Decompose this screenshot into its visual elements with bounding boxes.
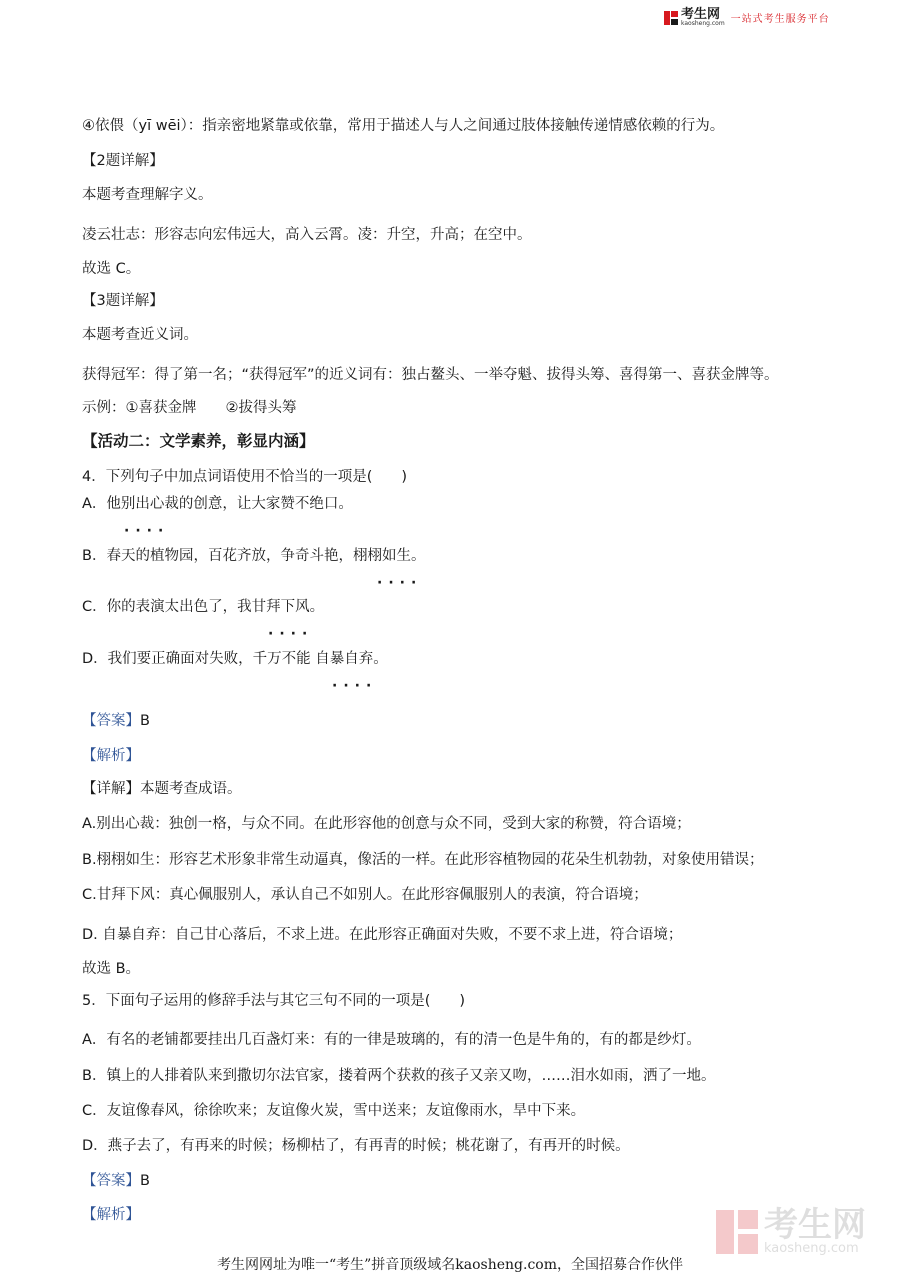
body-text: A.别出心裁：独创一格，与众不同。在此形容他的创意与众不同，受到大家的称赞，符合语境； [82, 816, 691, 832]
question-4: 4．下列句子中加点词语使用不恰当的一项是( ) [82, 469, 408, 485]
answer-line [82, 1171, 150, 1191]
emphasis-dots: ···· [332, 678, 378, 694]
watermark-domain: kaosheng.com [764, 1241, 859, 1256]
watermark-logo [716, 1205, 866, 1256]
body-text: 【详解】本题考查成语。 [82, 781, 242, 797]
option-c: C．你的表演太出色了，我甘拜下风。 [82, 599, 325, 615]
watermark-name: 考生网 [764, 1205, 866, 1245]
option-b: B．镇上的人排着队来到撒切尔法官家，搂着两个获救的孩子又亲又吻，……泪水如雨，洒了一地。 [82, 1068, 716, 1084]
emphasis-dots: ···· [377, 575, 423, 591]
body-text: 获得冠军：得了第一名；“获得冠军”的近义词有：独占鳌头、一举夺魁、拔得头筹、喜得第一、喜获金牌等。 [82, 367, 779, 383]
definition-line: ④依偎（yī wēi）：指亲密地紧靠或依靠，常用于描述人与人之间通过肢体接触传递情感依赖的行为。 [82, 118, 725, 134]
answer-label: 【答案】 [82, 713, 140, 729]
body-text: 示例：①喜获金牌 ②拔得头筹 [82, 400, 297, 416]
body-text: B.栩栩如生：形容艺术形象非常生动逼真，像活的一样。在此形容植物园的花朵生机勃勃，对象使用错误； [82, 852, 764, 868]
body-text: 故选 C。 [82, 261, 141, 277]
question-5: 5．下面句子运用的修辞手法与其它三句不同的一项是( ) [82, 993, 466, 1009]
body-text: 本题考查理解字义。 [82, 187, 213, 203]
option-c: C．友谊像春风，徐徐吹来；友谊像火炭，雪中送来；友谊像雨水，旱中下来。 [82, 1103, 586, 1119]
analysis-label: 【解析】 [82, 748, 140, 764]
logo-slogan: 一站式考生服务平台 [730, 14, 830, 25]
emphasis-dots: ···· [268, 626, 314, 642]
kaosheng-watermark-icon [716, 1210, 758, 1254]
option-b: B．春天的植物园，百花齐放，争奇斗艳，栩栩如生。 [82, 548, 426, 564]
footer-text: 考生网网址为唯一“考生”拼音顶级域名kaosheng.com，全国招募合作伙伴 [216, 1257, 684, 1273]
body-text: 本题考查近义词。 [82, 327, 198, 343]
logo-name: 考生网 [681, 7, 721, 22]
option-d: D．燕子去了，有再来的时候；杨柳枯了，有再青的时候；桃花谢了，有再开的时候。 [82, 1138, 630, 1154]
kaosheng-logo-icon [664, 11, 678, 25]
header-logo[interactable] [664, 8, 830, 27]
option-a: A．他别出心裁的创意，让大家赞不绝口。 [82, 496, 353, 512]
body-text: C.甘拜下风：真心佩服别人，承认自己不如别人。在此形容佩服别人的表演，符合语境； [82, 887, 648, 903]
logo-domain: kaosheng.com [681, 20, 725, 27]
answer-label: 【答案】 [82, 1173, 140, 1189]
body-text: 凌云壮志：形容志向宏伟远大，高入云霄。凌：升空，升高；在空中。 [82, 227, 532, 243]
analysis-label: 【解析】 [82, 1207, 140, 1223]
option-a: A．有名的老铺都要挂出几百盏灯来：有的一律是玻璃的，有的清一色是牛角的，有的都是纱灯。 [82, 1032, 701, 1048]
body-text: 故选 B。 [82, 961, 141, 977]
body-text: D. 自暴自弃：自己甘心落后，不求上进。在此形容正确面对失败，不要不求上进，符合语境； [82, 927, 683, 943]
activity-heading: 【活动二：文学素养，彰显内涵】 [82, 432, 315, 450]
answer-value: B [140, 713, 150, 729]
section-heading-q2: 【2题详解】 [82, 153, 164, 169]
emphasis-dots: ···· [124, 523, 170, 539]
section-heading-q3: 【3题详解】 [82, 293, 164, 309]
option-d: D．我们要正确面对失败，千万不能 自暴自弃。 [82, 651, 388, 667]
answer-value: B [140, 1173, 150, 1189]
answer-line [82, 711, 150, 731]
